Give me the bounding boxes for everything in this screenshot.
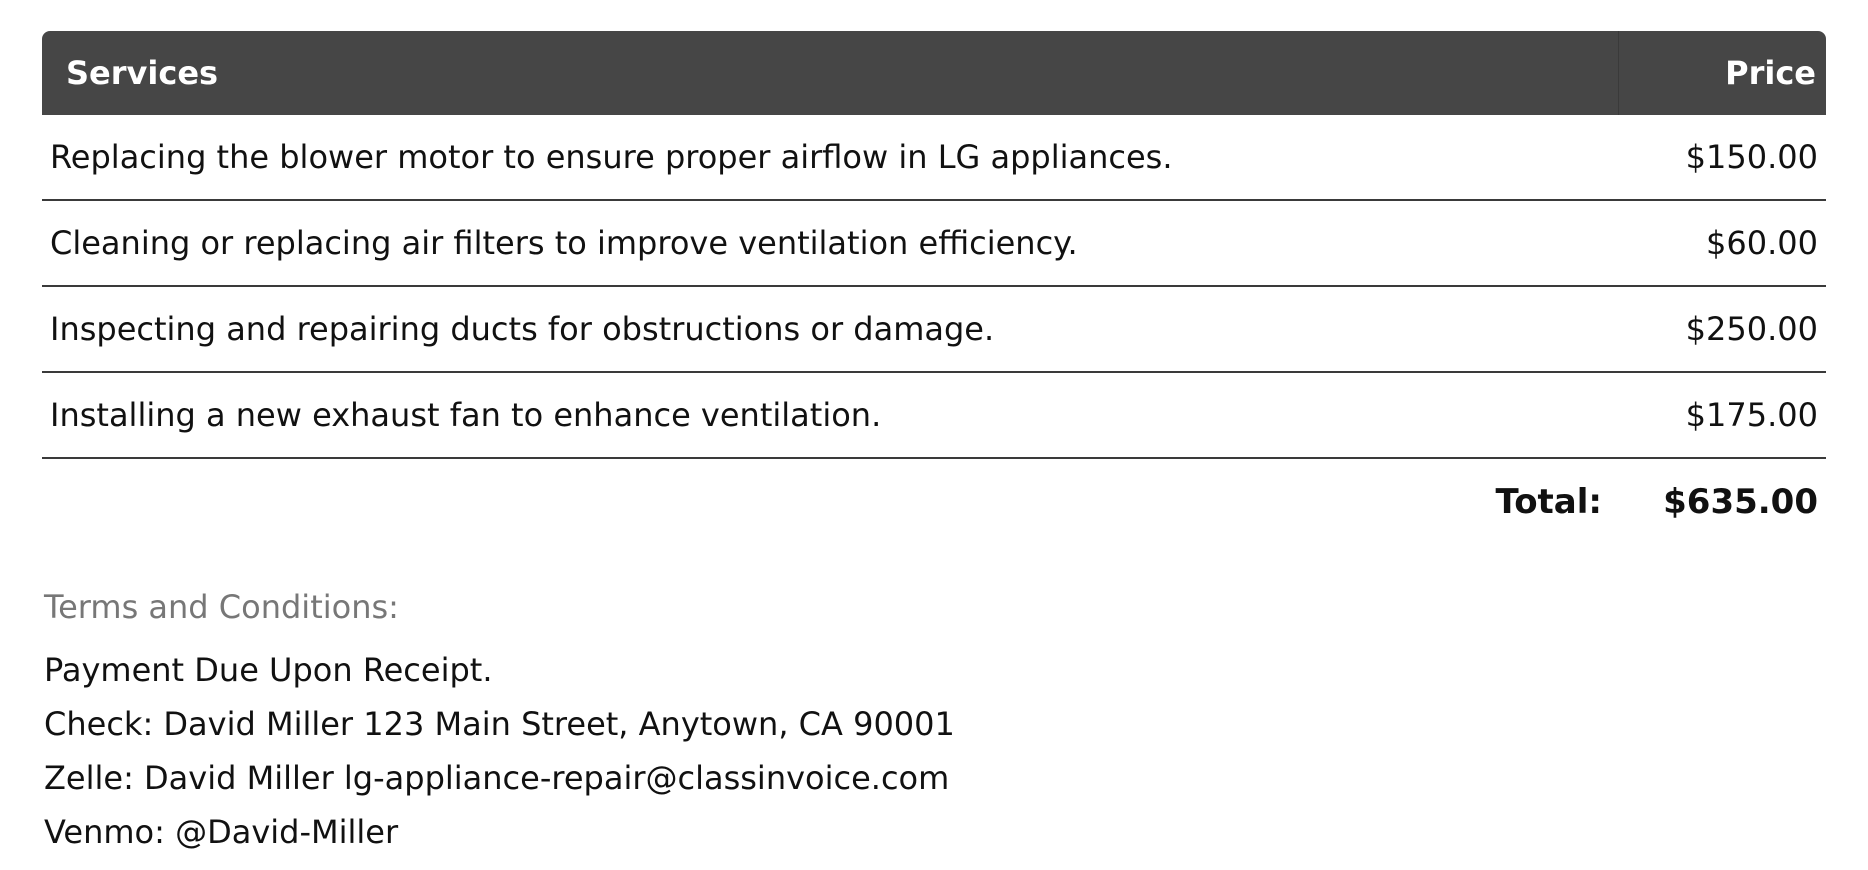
services-table bbox=[42, 31, 1826, 459]
service-price: $175.00 bbox=[1618, 373, 1826, 459]
service-description: Cleaning or replacing air filters to improve ventilation efficiency. bbox=[42, 201, 1618, 287]
header-services: Services bbox=[42, 31, 1618, 115]
service-description: Installing a new exhaust fan to enhance ventilation. bbox=[42, 373, 1618, 459]
table-row bbox=[42, 115, 1826, 201]
terms-check: Check: David Miller 123 Main Street, Anytown, CA 90001 bbox=[44, 705, 955, 743]
terms-section bbox=[42, 587, 1826, 859]
service-price: $150.00 bbox=[1618, 115, 1826, 201]
service-price: $60.00 bbox=[1618, 201, 1826, 287]
header-price: Price bbox=[1618, 31, 1826, 115]
table-row bbox=[42, 201, 1826, 287]
terms-title: Terms and Conditions: bbox=[44, 588, 399, 626]
total-row bbox=[42, 459, 1826, 545]
service-price: $250.00 bbox=[1618, 287, 1826, 373]
terms-zelle: Zelle: David Miller lg-appliance-repair@classinvoice.com bbox=[44, 759, 950, 797]
service-description: Inspecting and repairing ducts for obstructions or damage. bbox=[42, 287, 1618, 373]
invoice bbox=[42, 31, 1826, 859]
terms-payment-due: Payment Due Upon Receipt. bbox=[44, 651, 493, 689]
table-row bbox=[42, 373, 1826, 459]
total-value: $635.00 bbox=[1663, 482, 1818, 522]
service-description: Replacing the blower motor to ensure proper airflow in LG appliances. bbox=[42, 115, 1618, 201]
table-header-row bbox=[42, 31, 1826, 115]
table-row bbox=[42, 287, 1826, 373]
terms-venmo: Venmo: @David-Miller bbox=[44, 813, 399, 851]
total-label: Total: bbox=[1495, 482, 1602, 522]
